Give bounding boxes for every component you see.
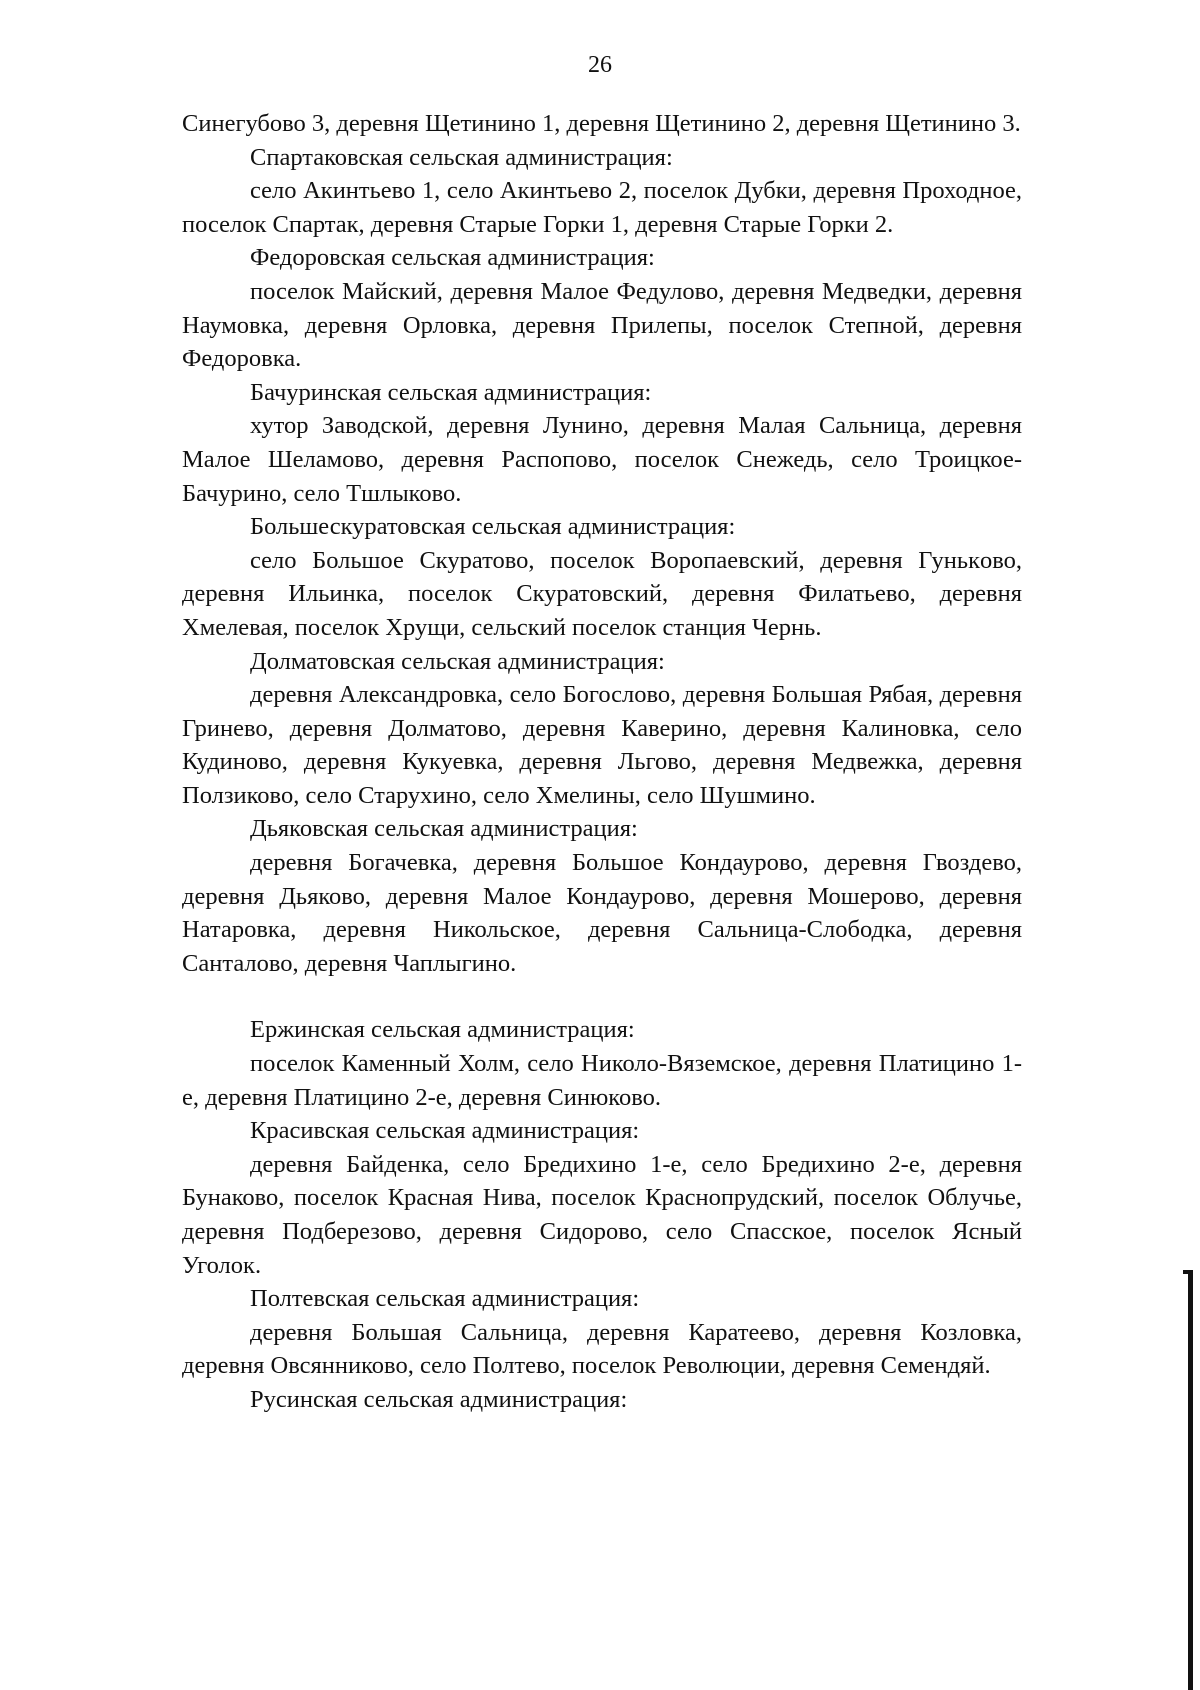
scan-edge-line [1188,1270,1193,1690]
administration-heading: Бачуринская сельская администрация: [250,378,652,406]
settlement-list: деревня Байденка, село Бредихино 1-е, село Бредихино 2-е, деревня Бунаково, поселок Красная Нива, поселок Краснопрудский, поселок Облучье, деревня Подберезово, деревня Сидорово, село Спасское, поселок Ясный Уголок. [182,1150,1022,1279]
administration-heading: Дьяковская сельская администрация: [250,815,638,843]
administration-heading: Большескуратовская сельская администрация: [250,513,736,541]
settlement-list: село Акинтьево 1, село Акинтьево 2, поселок Дубки, деревня Проходное, поселок Спартак, деревня Старые Горки 1, деревня Старые Горки 2. [182,177,1022,238]
settlement-list: деревня Большая Сальница, деревня Каратеево, деревня Козловка, деревня Овсянниково, село Полтево, поселок Революции, деревня Семендяй. [182,1318,1022,1380]
administration-heading: Русинская сельская администрация: [250,1385,628,1413]
administration-heading: Федоровская сельская администрация: [250,244,655,272]
settlement-list: деревня Александровка, село Богослово, деревня Большая Рябая, деревня Гринево, деревня Долматово, деревня Каверино, деревня Калиновка, село Кудиново, деревня Кукуевка, деревня Льгово, деревня Медвежка, деревня Ползиково, село Старухино, село Хмелины, село Шушмино. [182,681,1022,809]
settlement-list: деревня Богачевка, деревня Большое Кондаурово, деревня Гвоздево, деревня Дьяково, деревня Малое Кондаурово, деревня Мошерово, деревня Натаровка, деревня Никольское, деревня Сальница-Слободка, деревня Санталово, деревня Чаплыгино. [182,849,1022,977]
settlement-list: село Большое Скуратово, поселок Воропаевский, деревня Гунькoво, деревня Ильинка, поселок Скуратовский, деревня Филатьево, деревня Хмелевая, поселок Хрущи, сельский поселок станция Чернь. [182,546,1022,641]
settlement-list: поселок Майский, деревня Малое Федулово, деревня Медведки, деревня Наумовка, деревня Орловка, деревня Прилепы, поселок Степной, деревня Федоровка. [182,277,1022,373]
administration-heading: Полтевская сельская администрация: [250,1285,640,1313]
paragraph-continuation: Синегубово 3, деревня Щетинино 1, деревня Щетинино 2, деревня Щетинино 3. [182,110,1021,137]
administration-heading: Долматовская сельская администрация: [250,647,665,675]
document-body [182,107,1022,1417]
administration-heading: Ержинская сельская администрация: [250,1016,635,1044]
scan-edge-mark [1183,1270,1193,1274]
settlement-list: поселок Каменный Холм, село Николо-Вяземское, деревня Платицино 1-е, деревня Платицино 2-е, деревня Синюково. [182,1050,1022,1111]
page-number: 26 [588,52,612,78]
settlement-list: хутор Заводской, деревня Лунино, деревня Малая Сальница, деревня Малое Шеламово, деревня Распопово, поселок Снежедь, село Троицкое-Бачурино, село Тшлыково. [182,412,1022,507]
administration-heading: Красивская сельская администрация: [250,1117,640,1145]
administration-heading: Спартаковская сельская администрация: [250,143,673,171]
